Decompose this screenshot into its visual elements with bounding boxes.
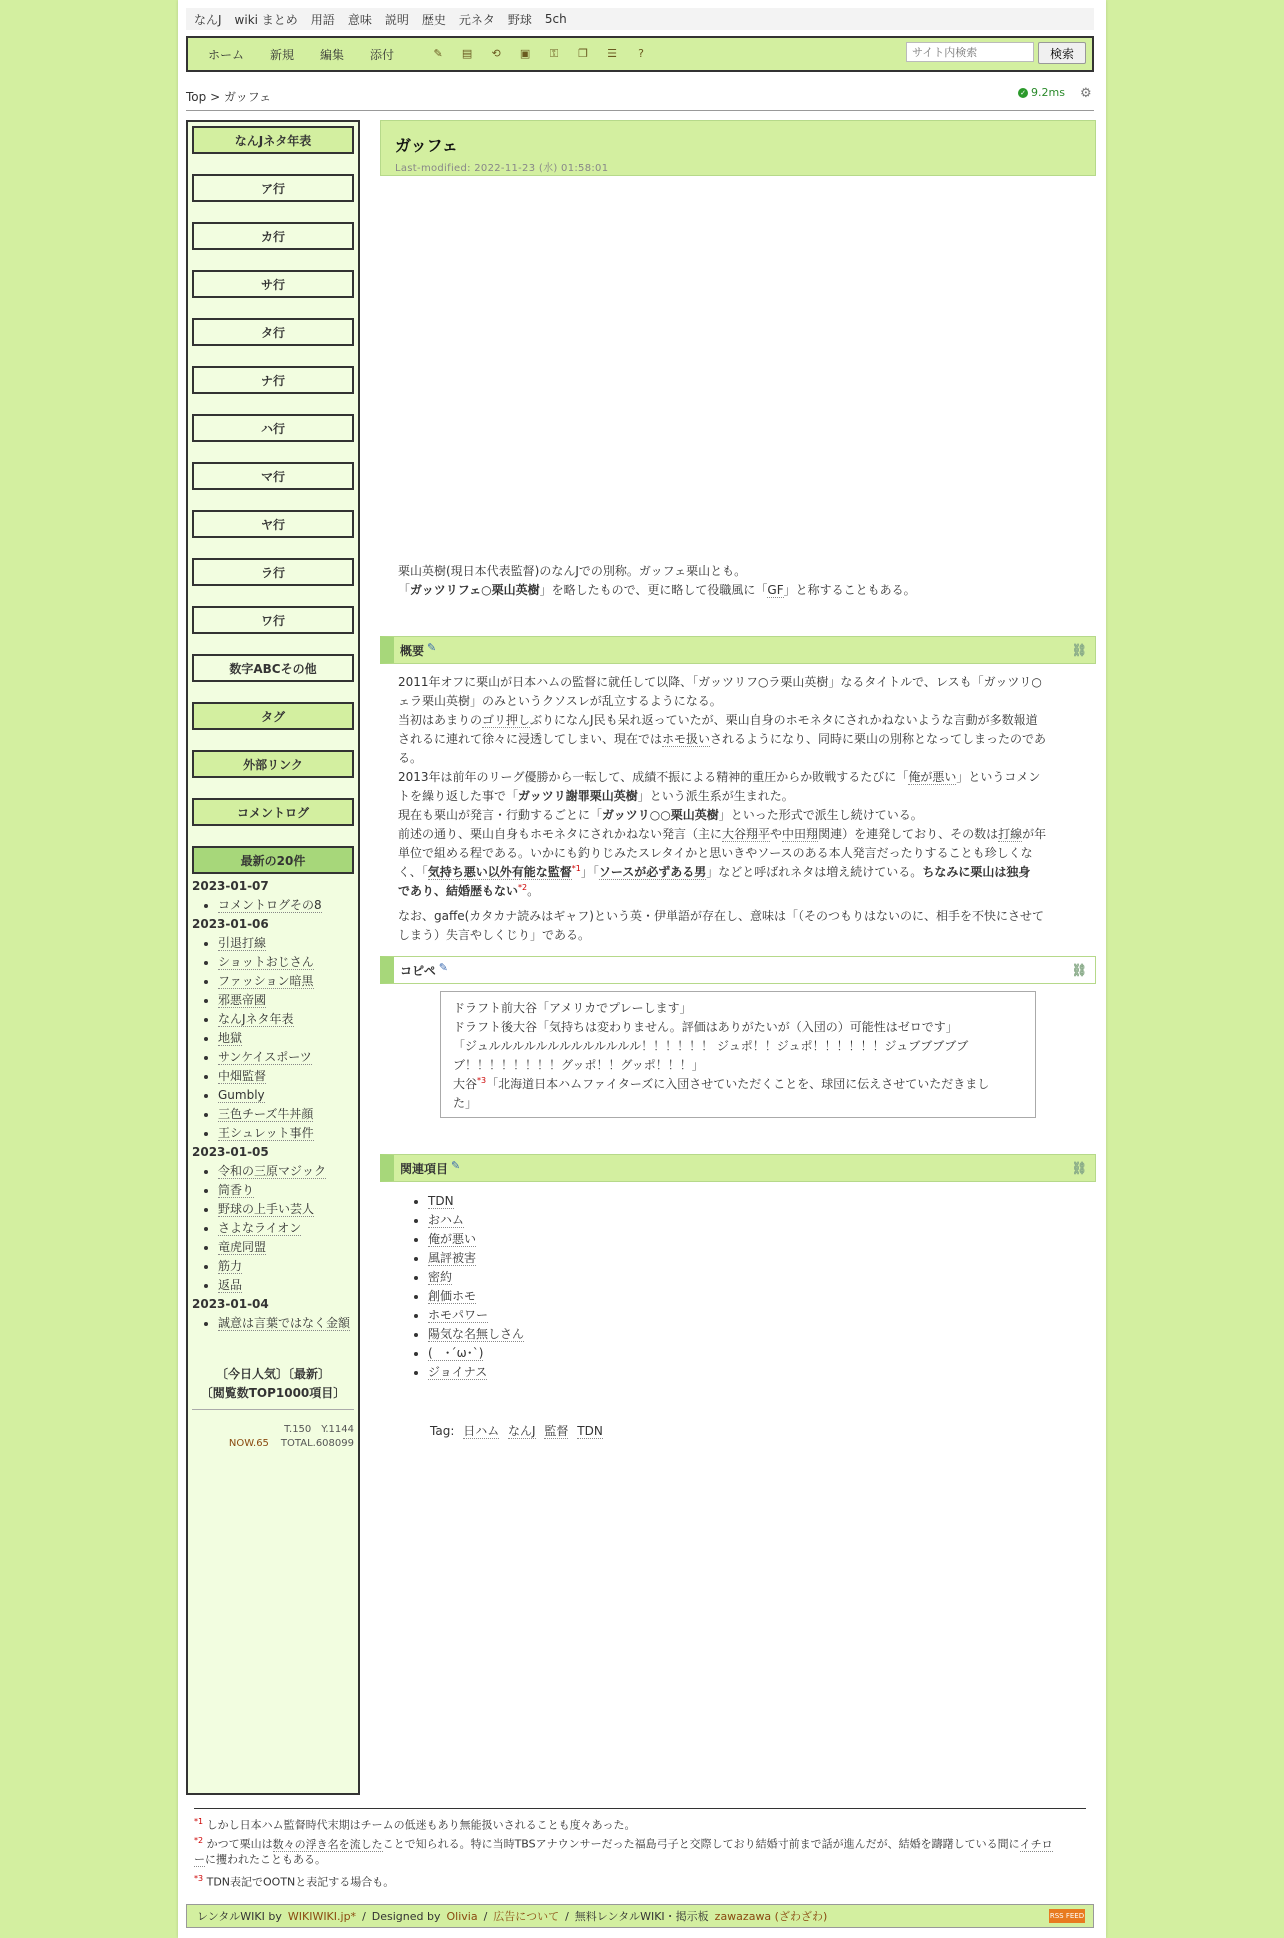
ads-link[interactable]: 広告について — [493, 1910, 560, 1923]
section-header-overview — [380, 636, 1096, 664]
breadcrumb — [186, 88, 271, 105]
designer-link[interactable]: Olivia — [446, 1909, 478, 1923]
tag-item[interactable]: 日ハム — [463, 1424, 500, 1438]
site-footer: レンタルWIKI by WIKIWIKI.jp* / Designed by Olivia / 広告について / 無料レンタルWIKI・掲示板 zawazawa (ざわざわ) RSS FEED — [186, 1904, 1094, 1928]
sidebar-item-other[interactable]: 数字ABCその他 — [192, 654, 354, 682]
anchor-link-icon[interactable]: ⛓ — [1071, 963, 1087, 977]
top-nav-bar — [186, 8, 1094, 30]
top-nav-item[interactable]: 説明 — [384, 12, 409, 27]
sidebar-divider — [192, 1409, 354, 1410]
recent-list — [192, 877, 358, 1333]
popular-today-latest[interactable]: 〔今日人気〕〔最新〕 — [215, 1367, 330, 1381]
page-title: ガッフェ — [395, 136, 458, 155]
list-item: • 俺が悪い — [428, 1230, 524, 1249]
header-divider — [186, 110, 1094, 111]
footnote-divider — [194, 1808, 1086, 1809]
popular-links — [192, 1365, 354, 1403]
recent-item: • 地獄 — [218, 1029, 358, 1048]
footnote-3: $^{*3}$ TDN表記でOOTNと表記する場合も。 — [194, 1874, 395, 1889]
render-time — [1018, 86, 1065, 99]
sidebar-item-a[interactable]: ア行 — [192, 174, 354, 202]
section-title: 概要 — [400, 643, 425, 658]
intro — [398, 562, 1078, 600]
recent-item: • Gumbly — [218, 1086, 358, 1105]
recent-item: • ショットおじさん — [218, 953, 358, 972]
recent-item: • 筒香り — [218, 1181, 358, 1200]
recent-date: 2023-01-05 — [192, 1145, 269, 1159]
gear-icon[interactable]: ⚙ — [1080, 86, 1092, 101]
intro-line: 「ガッツリフェ○栗山英樹」を略したもので、更に略して役職風に「GF」と称することもある。 — [398, 583, 916, 597]
diff-icon[interactable]: ✎ — [433, 47, 443, 60]
section-title: コピペ — [400, 963, 436, 978]
page-container — [178, 0, 1106, 1938]
wiki-toolbar — [186, 36, 1094, 72]
top-nav-item[interactable]: wiki まとめ — [234, 12, 298, 27]
lock-icon[interactable]: ⚿ — [549, 47, 559, 60]
list-item: • 陽気な名無しさん — [428, 1325, 524, 1344]
sidebar-item-ya[interactable]: ヤ行 — [192, 510, 354, 538]
zawazawa-link[interactable]: zawazawa (ざわざわ) — [714, 1910, 828, 1923]
recent-date: 2023-01-04 — [192, 1297, 269, 1311]
recent-item: • コメントログその8 — [218, 896, 358, 915]
list-item: • 密約 — [428, 1268, 524, 1287]
list-item: • ジョイナス — [428, 1363, 524, 1382]
sidebar-item-tag[interactable]: タグ — [192, 702, 354, 730]
timer-icon: ✓ — [1018, 88, 1028, 98]
top-nav-item[interactable]: 野球 — [507, 12, 532, 27]
list-item: • ( ･´ω･`) — [428, 1344, 524, 1363]
sidebar-item-commentlog[interactable]: コメントログ — [192, 798, 354, 826]
recent-item: • 竜虎同盟 — [218, 1238, 358, 1257]
anchor-link-icon[interactable]: ⛓ — [1071, 1161, 1087, 1175]
recent-item: • サンケイスポーツ — [218, 1048, 358, 1067]
sidebar-item-ra[interactable]: ラ行 — [192, 558, 354, 586]
sidebar-item-ha[interactable]: ハ行 — [192, 414, 354, 442]
recent-item: • 誠意は言葉ではなく金額 — [218, 1314, 358, 1333]
attach-link[interactable]: 添付 — [370, 47, 395, 62]
recent-item: • ファッション暗黒 — [218, 972, 358, 991]
anchor-link-icon[interactable]: ⛓ — [1071, 643, 1087, 657]
tag-item[interactable]: 監督 — [544, 1424, 569, 1438]
top-nav-item[interactable]: なんJ — [194, 12, 222, 27]
list-item: • 風評被害 — [428, 1249, 524, 1268]
home-link[interactable]: ホーム — [208, 47, 245, 62]
recent-date: 2023-01-07 — [192, 879, 269, 893]
sidebar — [186, 120, 360, 1795]
counter-now: NOW.65 — [228, 1438, 269, 1449]
popular-top1000[interactable]: 〔閲覧数TOP1000項目〕 — [200, 1386, 346, 1400]
counter-today-yesterday: T.150 Y.1144 — [284, 1424, 354, 1435]
sidebar-item-external[interactable]: 外部リンク — [192, 750, 354, 778]
recent-item: • さよなライオン — [218, 1219, 358, 1238]
breadcrumb-separator: > — [210, 90, 221, 104]
related-list — [404, 1192, 524, 1382]
top-nav-item[interactable]: 用語 — [310, 12, 335, 27]
recent-item: • 三色チーズ牛丼顔 — [218, 1105, 358, 1124]
breadcrumb-top[interactable]: Top — [186, 90, 207, 104]
sidebar-item-ta[interactable]: タ行 — [192, 318, 354, 346]
search-button[interactable]: 検索 — [1038, 42, 1086, 64]
counter-total — [229, 1438, 354, 1449]
edit-pencil-icon[interactable]: ✎ — [451, 1158, 461, 1172]
footnote-2: $^{*2}$ かつて栗山は数々の浮き名を流したことで知られる。特に当時TBSアナウンサーだった福島弓子と交際しており結婚寸前まで話が進んだが、結婚を躊躇している間にイチロ — [194, 1836, 1053, 1851]
sidebar-item-wa[interactable]: ワ行 — [192, 606, 354, 634]
section-header-copipe — [380, 956, 1096, 984]
edit-pencil-icon[interactable]: ✎ — [438, 960, 448, 974]
save-icon[interactable]: ▣ — [519, 47, 531, 60]
recent-date: 2023-01-06 — [192, 917, 269, 931]
breadcrumb-current: ガッフェ — [223, 90, 272, 104]
tag-item[interactable]: なんJ — [508, 1424, 536, 1438]
recent-item: • 引退打線 — [218, 934, 358, 953]
wikiwiki-link[interactable]: WIKIWIKI.jp* — [287, 1909, 357, 1923]
overview-text: 2011年オフに栗山が日本ハムの監督に就任して以降、「ガッツリフ○ラ栗山英樹」なるタイトルで、レスも「ガッツリ○ ェラ栗山英樹」のみというクソスレが乱立するようになる。 当初はあまりのゴリ押しぶりになんJ民も呆れ返っていたが、栗山自身のホモネタにされかねないような言動が多数報道 されるに連れて徐々に浸透してしまい、現在ではホモ扱いされるようになり、同時に栗山の別称となってしまったのであ る。 2013年は前年のリーグ優勝から一転して、成績不振による精神的重圧からか敗戦するたびに「俺が悪い」というコメン トを繰り返した事で「ガッツリ謝罪栗山英樹」という派生系が生まれた。 現在も栗山が発言・行動するごとに「ガッツリ○○栗山英樹」といった形式で派生し続けている。 前述の通り、栗山自身もホモネタにされかねない発言（主に大谷翔平や中田翔関連）を連発しており、その数は打線が年 単位で組める程である。いかにも釣りじみたスレタイかと思いきやソースのある本人発言だったりすることも珍しくな く、「気持ち悪い以外有能な監督$^{*1}$」「ソースが必ずある男」などと呼ばれネタは増え続けている。ちなみに栗山は独身 であり、結婚歴もない$^{*2}$。 なお、gaffe(カタカナ読みはギャフ)という英・伊単語が存在し、意味は「（そのつもりはないのに、相手を不快にさせて しまう）失言やしくじり」である。 — [398, 675, 1047, 942]
tag-list — [430, 1422, 603, 1439]
history-icon[interactable]: ⟲ — [491, 47, 501, 60]
intro-line: 栗山英樹(現日本代表監督)のなんJでの別称。ガッフェ栗山とも。 — [398, 564, 747, 578]
rss-feed-icon[interactable]: RSS FEED — [1049, 1909, 1085, 1923]
top-nav-item[interactable]: 歴史 — [421, 12, 446, 27]
list-item: • おハム — [428, 1211, 524, 1230]
page-title-box — [380, 120, 1096, 176]
copipe-quote: ドラフト前大谷「アメリカでプレーします」 ドラフト後大谷「気持ちは変わりません。評価はありがたいが（入団の）可能性はゼロです」 「ジュルルルルルルルルルルルルル！！！！！！ ジュポ！！ジュポ！！！！！！ジュブブブブブ ブ！！！！！！！！グッポ！！グッポ！！！」 大谷$^{*3}$「北海道日本ハムファイターズに入団させていただくことを、球団に伝えさせていただきまし た」 — [440, 991, 1036, 1118]
recent-item: • 返品 — [218, 1276, 358, 1295]
top-nav-item[interactable]: 5ch — [544, 12, 567, 26]
list-icon[interactable]: ☰ — [607, 47, 617, 60]
top-nav-item[interactable]: 意味 — [347, 12, 372, 27]
recent-item: • なんJネタ年表 — [218, 1010, 358, 1029]
recent-title: 最新の20件 — [192, 846, 354, 874]
footnote-2-cont: ーに攫われたこともある。 — [194, 1853, 326, 1866]
help-icon[interactable]: ? — [638, 47, 644, 60]
tag-item[interactable]: TDN — [577, 1424, 603, 1438]
sidebar-item-ma[interactable]: マ行 — [192, 462, 354, 490]
list-item: • 創価ホモ — [428, 1287, 524, 1306]
section-header-related — [380, 1154, 1096, 1182]
render-time-label: 9.2ms — [1031, 86, 1065, 99]
last-modified: Last-modified: 2022-11-23 (水) 01:58:01 — [395, 163, 609, 174]
recent-item: • 中畑監督 — [218, 1067, 358, 1086]
tag-label: Tag: — [430, 1424, 455, 1438]
footnote-1: $^{*1}$ しかし日本ハム監督時代末期はチームの低迷もあり無能扱いされることも度々あった。 — [194, 1817, 636, 1832]
copy-icon[interactable]: ❐ — [578, 47, 588, 60]
sidebar-item-sa[interactable]: サ行 — [192, 270, 354, 298]
counter-total-value: TOTAL.608099 — [280, 1438, 354, 1449]
list-item: • ホモパワー — [428, 1306, 524, 1325]
top-nav-item[interactable]: 元ネタ — [458, 12, 495, 27]
recent-item: • 王シュレット事件 — [218, 1124, 358, 1143]
search-input[interactable] — [906, 42, 1034, 62]
backup-icon[interactable]: ▤ — [461, 47, 473, 60]
recent-item: • 邪悪帝國 — [218, 991, 358, 1010]
recent-item: • 筋力 — [218, 1257, 358, 1276]
list-item: • TDN — [428, 1192, 524, 1211]
sidebar-item-ka[interactable]: カ行 — [192, 222, 354, 250]
edit-link[interactable]: 編集 — [320, 47, 345, 62]
sidebar-item-nenpyo[interactable]: なんJネタ年表 — [192, 126, 354, 154]
new-page-link[interactable]: 新規 — [270, 47, 295, 62]
recent-item: • 野球の上手い芸人 — [218, 1200, 358, 1219]
recent-item: • 令和の三原マジック — [218, 1162, 358, 1181]
edit-pencil-icon[interactable]: ✎ — [427, 640, 437, 654]
sidebar-item-na[interactable]: ナ行 — [192, 366, 354, 394]
section-title: 関連項目 — [400, 1161, 449, 1176]
